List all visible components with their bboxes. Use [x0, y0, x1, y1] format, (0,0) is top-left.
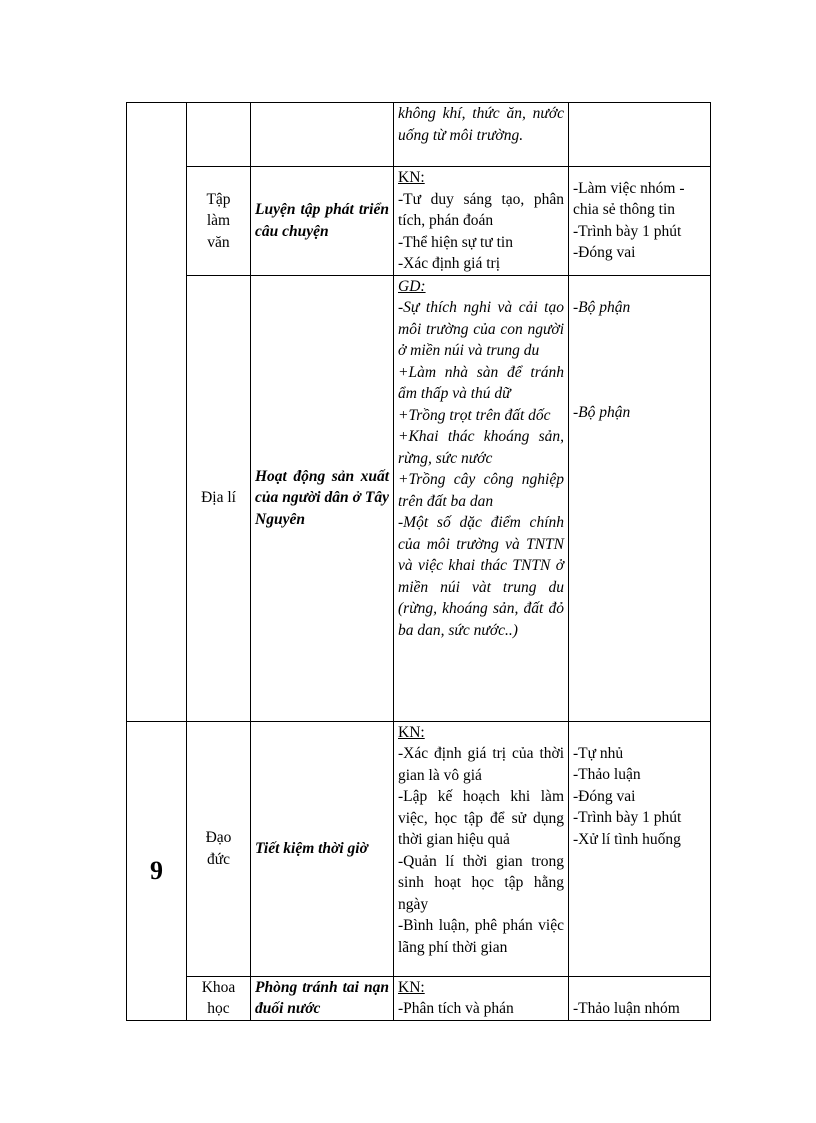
content-line: -Tư duy sáng tạo, phân tích, phán đoán — [398, 190, 564, 229]
subject-cell — [187, 275, 251, 721]
methods-cell — [569, 167, 711, 276]
methods-cell — [569, 976, 711, 1020]
subject-label: làm — [206, 212, 231, 229]
method-item: -Bộ phận — [573, 298, 631, 316]
content-cell — [394, 275, 569, 721]
topic-cell: Luyện tập phát triển câu chuyện — [251, 167, 394, 276]
subject-cell — [187, 103, 251, 167]
method-item: -Tự nhủ — [573, 744, 624, 762]
content-cell — [394, 167, 569, 276]
content-line: không khí, thức ăn, nước uống từ môi trường. — [398, 105, 564, 144]
content-line: -Quản lí thời gian trong sinh hoạt học tập hằng ngày — [398, 852, 564, 913]
content-line: -Xác định giá trị của thời gian là vô giá — [398, 745, 564, 784]
week-cell-empty — [127, 103, 187, 722]
content-heading: GD: — [398, 277, 426, 295]
lesson-plan-table — [126, 102, 711, 1021]
content-line: +Trồng trọt trên đất dốc — [398, 406, 551, 424]
topic-cell: Tiết kiệm thời giờ — [251, 721, 394, 976]
methods-cell — [569, 103, 711, 167]
content-heading: KN: — [398, 723, 425, 741]
method-item: -Thảo luận — [573, 766, 641, 783]
subject-cell — [187, 721, 251, 976]
content-line: -Xác định giá trị — [398, 255, 501, 272]
topic-cell: Hoạt động sản xuất của người dân ở Tây Nguyên — [251, 275, 394, 721]
subject-label: Khoa — [201, 978, 236, 996]
method-item: -Thảo luận nhóm — [573, 999, 680, 1017]
methods-cell — [569, 721, 711, 976]
subject-cell — [187, 167, 251, 276]
method-item: -Trình bày 1 phút — [573, 809, 682, 826]
content-line: -Một số dặc điểm chính của môi trường và TNTN và việc khai thác TNTN ở miền núi vàt trung du (rừng, khoáng sản, đất đỏ ba dan, sức nước..) — [398, 514, 564, 639]
content-line: +Trồng cây công nghiệp trên đất ba dan — [398, 471, 564, 510]
topic-cell: Phòng tránh tai nạn đuối nước — [251, 976, 394, 1020]
content-line: -Thể hiện sự tư tin — [398, 233, 513, 251]
content-line: -Phân tích và phán — [398, 1000, 514, 1017]
week-number: 9 — [127, 721, 187, 1020]
subject-label: Tập — [206, 190, 231, 208]
method-item: -Trình bày 1 phút — [573, 222, 682, 240]
table-row — [127, 275, 711, 721]
content-heading: KN: — [398, 978, 425, 996]
content-cell — [394, 721, 569, 976]
content-line: -Bình luận, phê phán việc lãng phí thời gian — [398, 917, 564, 956]
table-row — [127, 167, 711, 276]
table-row — [127, 976, 711, 1020]
method-item: -Làm việc nhóm - chia sẻ thông tin — [573, 179, 685, 219]
content-cell — [394, 103, 569, 167]
subject-cell — [187, 976, 251, 1020]
subject-label: học — [207, 1000, 230, 1017]
subject-label: văn — [207, 233, 230, 251]
subject-label: Đạo — [205, 829, 232, 846]
method-item: -Đóng vai — [573, 787, 636, 805]
content-cell — [394, 976, 569, 1020]
content-heading: KN: — [398, 169, 425, 186]
table-row — [127, 721, 711, 976]
subject-label: Địa lí — [201, 489, 236, 507]
topic-cell — [251, 103, 394, 167]
content-line: +Làm nhà sàn để tránh ẩm thấp và thú dữ — [398, 363, 564, 402]
content-line: -Lập kế hoạch khi làm việc, học tập để sử dụng thời gian hiệu quả — [398, 788, 564, 848]
method-item: -Bộ phận — [573, 404, 631, 421]
table-row — [127, 103, 711, 167]
methods-cell — [569, 275, 711, 721]
method-item: -Xử lí tình huống — [573, 830, 681, 848]
subject-label: đức — [206, 850, 231, 868]
content-line: +Khai thác khoáng sản, rừng, sức nước — [398, 428, 564, 467]
method-item: -Đóng vai — [573, 244, 636, 262]
content-line: -Sự thích nghi và cải tạo môi trường của con người ở miền núi và trung du — [398, 299, 564, 359]
